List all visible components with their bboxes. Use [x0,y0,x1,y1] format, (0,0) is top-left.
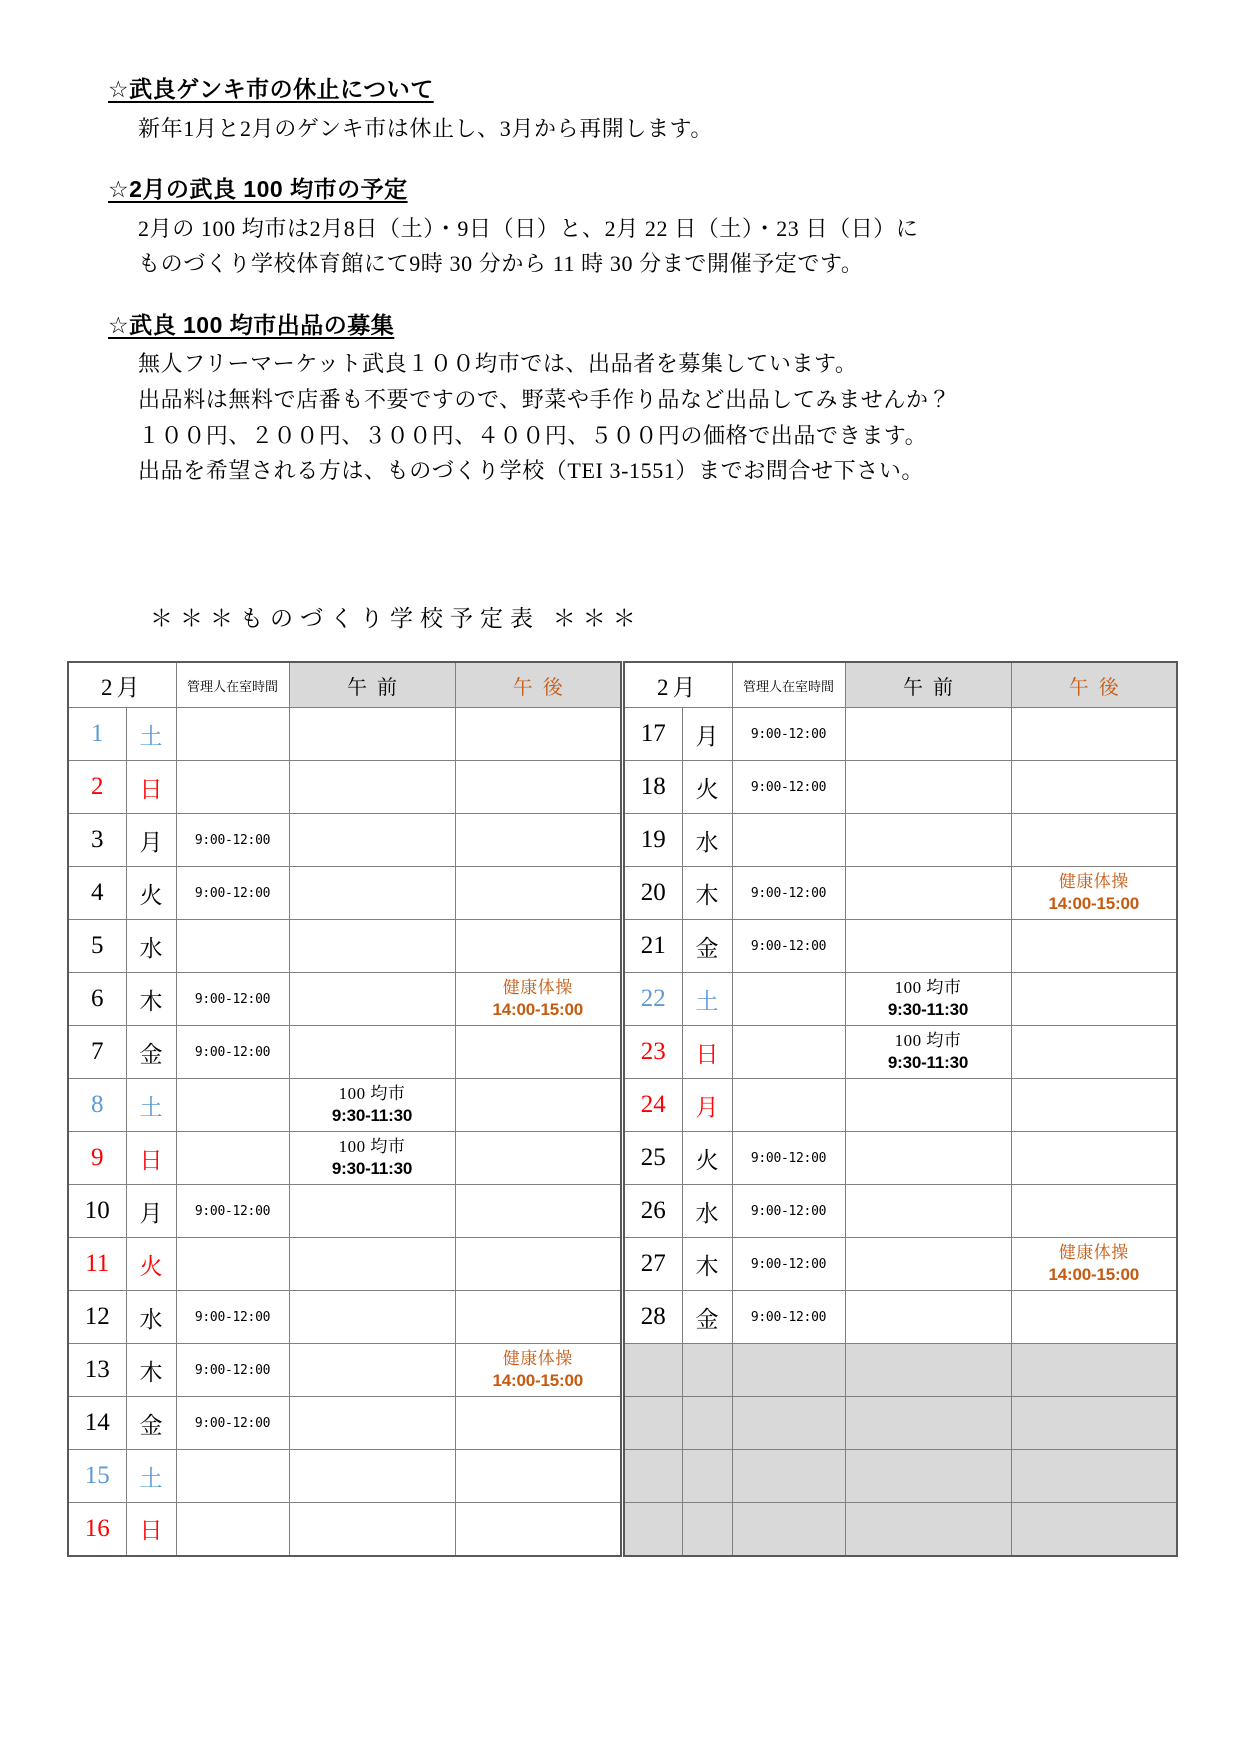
event-name: 健康体操 [1058,872,1129,892]
cell-morning-event [845,1344,1011,1397]
cell-morning-event [845,814,1011,867]
table-row [624,708,1177,761]
cell-manager-hours [732,1344,845,1397]
cell-manager-hours: 9:00-12:00 [176,867,289,920]
event-time: 9:30-11:30 [331,1159,413,1178]
table-row [68,1397,621,1450]
table-row [624,867,1177,920]
cell-manager-hours: 9:00-12:00 [732,920,845,973]
header-afternoon: 午後 [1011,662,1177,708]
cell-manager-hours: 9:00-12:00 [176,1397,289,1450]
notice-line: 出品料は無料で店番も不要ですので、野菜や手作り品など出品してみませんか？ [138,387,952,412]
cell-day-number: 3 [68,814,126,867]
cell-morning-event [289,1026,455,1079]
cell-morning-event [289,1079,455,1132]
table-row [68,1344,621,1397]
table-row [624,1185,1177,1238]
event-time: 9:30-11:30 [887,1053,969,1072]
table-row [68,1238,621,1291]
cell-morning-event [289,973,455,1026]
cell-manager-hours: 9:00-12:00 [732,1238,845,1291]
event-name: 100 均市 [338,1137,406,1157]
cell-manager-hours [176,1238,289,1291]
cell-weekday: 月 [682,1079,732,1132]
table-row [624,1503,1177,1556]
event-time: 14:00-15:00 [492,1000,583,1019]
cell-day-number: 5 [68,920,126,973]
schedule-title: ＊＊＊ものづくり学校予定表 ＊＊＊ [150,606,643,631]
cell-day-number: 12 [68,1291,126,1344]
cell-afternoon-event [1011,867,1177,920]
header-month: 2月 [68,662,176,708]
table-row [68,1503,621,1556]
cell-weekday: 土 [126,1450,176,1503]
cell-day-number [624,1503,682,1556]
cell-day-number [624,1397,682,1450]
cell-morning-event [289,708,455,761]
table-row [68,920,621,973]
cell-afternoon-event [455,1397,621,1450]
cell-day-number: 10 [68,1185,126,1238]
cell-weekday: 火 [682,761,732,814]
cell-afternoon-event [1011,1026,1177,1079]
cell-day-number: 13 [68,1344,126,1397]
cell-afternoon-event [1011,1450,1177,1503]
cell-afternoon-event [1011,1238,1177,1291]
cell-afternoon-event [455,1026,621,1079]
cell-weekday: 木 [682,1238,732,1291]
cell-day-number [624,1344,682,1397]
cell-day-number: 21 [624,920,682,973]
cell-day-number: 24 [624,1079,682,1132]
header-morning: 午前 [289,662,455,708]
cell-day-number: 6 [68,973,126,1026]
schedule-table-second-half [623,661,1178,1557]
header-manager-hours: 管理人在室時間 [732,662,845,708]
cell-manager-hours [732,1397,845,1450]
cell-manager-hours [732,1503,845,1556]
cell-day-number: 9 [68,1132,126,1185]
cell-weekday: 土 [126,708,176,761]
cell-morning-event [289,1185,455,1238]
table-row [624,1397,1177,1450]
cell-afternoon-event [455,1344,621,1397]
cell-manager-hours [176,1132,289,1185]
cell-weekday: 金 [126,1397,176,1450]
cell-manager-hours [176,1503,289,1556]
event-name: 健康体操 [1058,1243,1129,1263]
cell-afternoon-event [1011,1079,1177,1132]
cell-manager-hours: 9:00-12:00 [732,1185,845,1238]
table-row [624,920,1177,973]
notice-body [108,211,1118,282]
cell-weekday: 金 [682,1291,732,1344]
cell-manager-hours [176,1079,289,1132]
notice-line: １００円、２００円、３００円、４００円、５００円の価格で出品できます。 [138,422,928,448]
table-row [624,1344,1177,1397]
cell-morning-event [845,1079,1011,1132]
cell-morning-event [845,1397,1011,1450]
table-header-row [68,662,621,708]
notice-body [108,346,1118,489]
cell-afternoon-event [1011,1503,1177,1556]
cell-morning-event [845,973,1011,1026]
cell-weekday [682,1503,732,1556]
cell-manager-hours [732,1450,845,1503]
table-row [624,814,1177,867]
event-name: 健康体操 [502,978,573,998]
table-row [624,1450,1177,1503]
cell-weekday [682,1450,732,1503]
cell-afternoon-event [455,1132,621,1185]
table-row [68,1291,621,1344]
cell-morning-event [845,761,1011,814]
cell-morning-event [845,920,1011,973]
notice-line: ものづくり学校体育館にて9時 30 分から 11 時 30 分まで開催予定です。 [138,251,864,277]
table-row [68,1185,621,1238]
cell-afternoon-event [455,1450,621,1503]
event-time: 14:00-15:00 [1048,894,1139,913]
cell-manager-hours [176,920,289,973]
cell-manager-hours: 9:00-12:00 [732,708,845,761]
table-row [624,1238,1177,1291]
notice-block [108,308,1118,489]
cell-day-number: 15 [68,1450,126,1503]
cell-afternoon-event [1011,1291,1177,1344]
cell-morning-event [289,814,455,867]
cell-morning-event [289,867,455,920]
notice-heading: ☆2月の武良 100 均市の予定 [108,176,408,203]
cell-manager-hours: 9:00-12:00 [176,814,289,867]
cell-morning-event [845,1185,1011,1238]
event-time: 14:00-15:00 [492,1371,583,1390]
cell-afternoon-event [455,867,621,920]
cell-weekday: 木 [126,973,176,1026]
cell-weekday: 日 [126,1503,176,1556]
cell-day-number: 14 [68,1397,126,1450]
cell-manager-hours: 9:00-12:00 [732,867,845,920]
notice-line: 2月の 100 均市は2月8日（土）・9日（日）と、2月 22 日（土）・23 日（日）に [138,215,919,241]
cell-day-number: 27 [624,1238,682,1291]
cell-afternoon-event [455,1503,621,1556]
notice-heading: ☆武良ゲンキ市の休止について [108,76,434,102]
notice-heading: ☆武良 100 均市出品の募集 [108,311,395,338]
cell-morning-event [289,1344,455,1397]
cell-afternoon-event [455,973,621,1026]
cell-day-number: 28 [624,1291,682,1344]
table-row [68,1026,621,1079]
event-name: 100 均市 [894,978,962,998]
cell-day-number: 4 [68,867,126,920]
cell-morning-event [289,1132,455,1185]
cell-afternoon-event [455,814,621,867]
notices-section [108,72,1118,515]
cell-day-number: 17 [624,708,682,761]
cell-manager-hours [732,1079,845,1132]
schedule-table-first-half [67,661,622,1557]
cell-day-number: 8 [68,1079,126,1132]
table-row [624,973,1177,1026]
cell-day-number: 19 [624,814,682,867]
cell-weekday: 日 [682,1026,732,1079]
table-row [624,761,1177,814]
cell-weekday: 月 [126,1185,176,1238]
table-row [624,1079,1177,1132]
event-name: 100 均市 [894,1031,962,1051]
header-manager-hours: 管理人在室時間 [176,662,289,708]
cell-afternoon-event [1011,708,1177,761]
table-header-row [624,662,1177,708]
cell-weekday: 火 [126,867,176,920]
cell-afternoon-event [455,1238,621,1291]
cell-morning-event [845,1238,1011,1291]
header-afternoon: 午後 [455,662,621,708]
cell-manager-hours: 9:00-12:00 [732,1291,845,1344]
cell-afternoon-event [455,1079,621,1132]
cell-day-number: 7 [68,1026,126,1079]
cell-manager-hours: 9:00-12:00 [176,1026,289,1079]
cell-morning-event [845,1132,1011,1185]
cell-manager-hours: 9:00-12:00 [176,1291,289,1344]
cell-weekday: 土 [126,1079,176,1132]
cell-manager-hours: 9:00-12:00 [176,1185,289,1238]
cell-weekday: 水 [126,1291,176,1344]
cell-manager-hours [732,1026,845,1079]
cell-morning-event [845,1026,1011,1079]
cell-weekday: 木 [682,867,732,920]
cell-morning-event [289,1450,455,1503]
cell-afternoon-event [455,761,621,814]
cell-morning-event [289,1397,455,1450]
table-row [68,814,621,867]
cell-morning-event [289,1238,455,1291]
cell-weekday: 木 [126,1344,176,1397]
cell-manager-hours: 9:00-12:00 [732,761,845,814]
cell-morning-event [845,1291,1011,1344]
table-row [68,1079,621,1132]
cell-weekday: 月 [126,814,176,867]
cell-afternoon-event [455,708,621,761]
cell-manager-hours: 9:00-12:00 [732,1132,845,1185]
cell-weekday [682,1397,732,1450]
table-row [68,761,621,814]
cell-weekday: 月 [682,708,732,761]
cell-afternoon-event [455,1185,621,1238]
cell-day-number [624,1450,682,1503]
event-time: 9:30-11:30 [331,1106,413,1125]
cell-weekday: 水 [682,1185,732,1238]
cell-morning-event [845,708,1011,761]
notice-line: 新年1月と2月のゲンキ市は休止し、3月から再開します。 [138,115,714,141]
notice-line: 出品を希望される方は、ものづくり学校（TEI 3-1551）までお問合せ下さい。 [138,458,925,484]
cell-afternoon-event [1011,1344,1177,1397]
table-row [68,973,621,1026]
cell-weekday: 日 [126,761,176,814]
cell-day-number: 25 [624,1132,682,1185]
cell-afternoon-event [1011,814,1177,867]
cell-day-number: 22 [624,973,682,1026]
cell-manager-hours: 9:00-12:00 [176,1344,289,1397]
table-row [624,1291,1177,1344]
event-time: 9:30-11:30 [887,1000,969,1019]
cell-afternoon-event [455,1291,621,1344]
cell-weekday: 日 [126,1132,176,1185]
cell-afternoon-event [1011,1185,1177,1238]
event-name: 健康体操 [502,1349,573,1369]
cell-manager-hours: 9:00-12:00 [176,973,289,1026]
cell-day-number: 18 [624,761,682,814]
cell-weekday: 金 [126,1026,176,1079]
cell-weekday: 水 [682,814,732,867]
cell-weekday [682,1344,732,1397]
cell-weekday: 水 [126,920,176,973]
cell-afternoon-event [1011,973,1177,1026]
cell-weekday: 金 [682,920,732,973]
cell-morning-event [289,761,455,814]
cell-morning-event [289,1503,455,1556]
table-row [68,1450,621,1503]
cell-day-number: 1 [68,708,126,761]
event-name: 100 均市 [338,1084,406,1104]
cell-afternoon-event [1011,920,1177,973]
cell-afternoon-event [1011,1397,1177,1450]
notice-block [108,72,1118,146]
cell-manager-hours [176,761,289,814]
cell-morning-event [289,1291,455,1344]
table-row [68,867,621,920]
notice-block [108,172,1118,282]
cell-afternoon-event [1011,761,1177,814]
table-row [624,1026,1177,1079]
header-month: 2月 [624,662,732,708]
cell-manager-hours [176,1450,289,1503]
cell-morning-event [845,1503,1011,1556]
table-row [624,1132,1177,1185]
notice-body [108,111,1118,147]
table-row [68,1132,621,1185]
cell-afternoon-event [1011,1132,1177,1185]
cell-morning-event [845,867,1011,920]
cell-weekday: 土 [682,973,732,1026]
cell-day-number: 26 [624,1185,682,1238]
cell-day-number: 11 [68,1238,126,1291]
event-time: 14:00-15:00 [1048,1265,1139,1284]
cell-weekday: 火 [126,1238,176,1291]
cell-manager-hours [732,973,845,1026]
cell-day-number: 23 [624,1026,682,1079]
schedule-tables [67,661,1174,1557]
header-morning: 午前 [845,662,1011,708]
table-row [68,708,621,761]
cell-weekday: 火 [682,1132,732,1185]
cell-manager-hours [176,708,289,761]
notice-line: 無人フリーマーケット武良１００均市では、出品者を募集しています。 [138,351,858,377]
cell-morning-event [289,920,455,973]
cell-day-number: 16 [68,1503,126,1556]
cell-morning-event [845,1450,1011,1503]
cell-day-number: 2 [68,761,126,814]
cell-day-number: 20 [624,867,682,920]
cell-afternoon-event [455,920,621,973]
cell-manager-hours [732,814,845,867]
